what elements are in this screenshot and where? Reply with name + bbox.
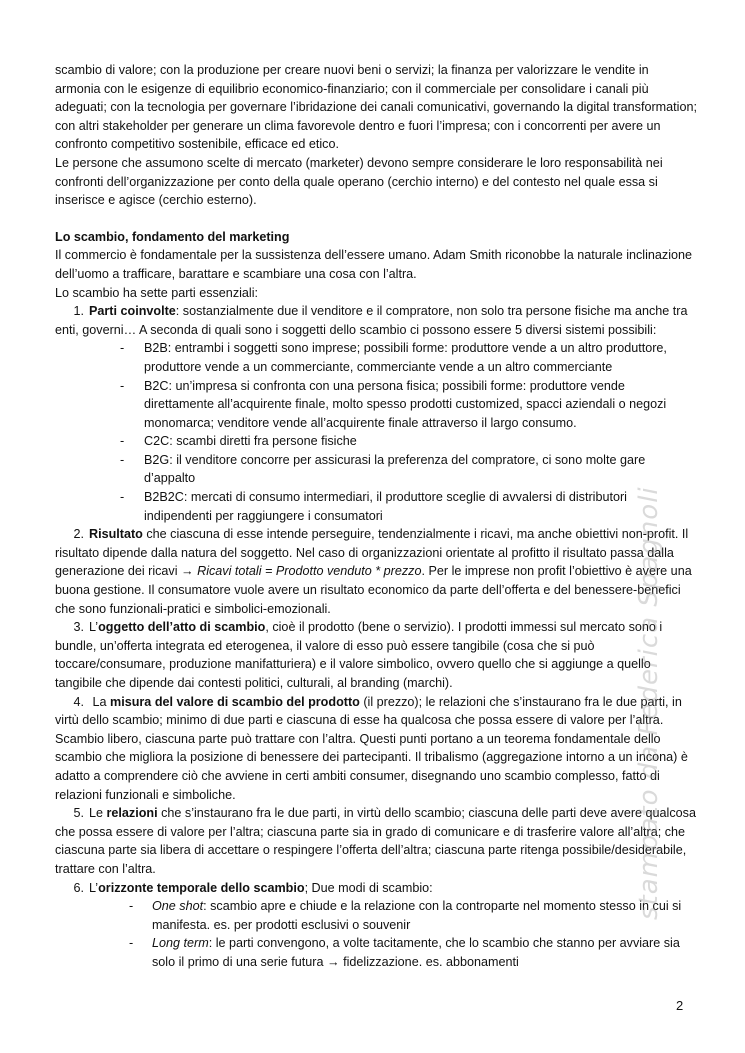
sub-item-text: B2G: il venditore concorre per assicurasi la preferenza del compratore, ci sono molte gare d’appalto xyxy=(144,452,646,486)
sub-item-text: B2C: un’impresa si confronta con una persona fisica; possibili forme: produttore vende direttamente all’acquirente finale, molto spesso prodotti customized, spacci aziendali o negozi monomarca; venditore vende all’acquirente finale attraverso il largo consumo. xyxy=(144,378,667,430)
item-prefix: L’ xyxy=(89,620,99,635)
list-item-5 xyxy=(55,804,697,878)
list-item-3 xyxy=(55,618,697,692)
sub-item-text: : scambio apre e chiude e la relazione con la controparte nel momento stesso in cui si manifesta. es. per prodotti esclusivi o souvenir xyxy=(152,899,682,932)
item-number: 3. xyxy=(73,620,84,635)
list-item xyxy=(55,934,697,971)
list-item-4 xyxy=(55,693,697,805)
section-heading: Lo scambio, fondamento del marketing xyxy=(55,229,290,244)
page-number: 2 xyxy=(676,998,684,1013)
item-text: che ciascuna di esse intende perseguire, tendenzialmente i ricavi, ma anche obiettivi non-profit. Il risultato dipende dalla natura del soggetto. Nel caso di organizzazioni orientate al profitto il risultato passa dalla generazione dei ricavi → xyxy=(55,527,689,579)
item-text-2: . Per le imprese non profit l’obiettivo è avere una buona gestione. Il consumatore vuole avere un risultato economico da parte dell’offerta e del benessere-benefici che sono funzionali-pratici e simbolici-emozionali. xyxy=(55,564,692,616)
spacer xyxy=(55,210,697,228)
item-text: (il prezzo); le relazioni che s’instaurano fra le due parti, in virtù dello scambio; minimo di due parti e ciascuna di esse ha qualcosa che possa essere di valore per l’altra. Scambio libero, ciascuna parte può trattare con l’altra. Questi punti portano a un teorema fondamentale dello scambio che migliora la posizione di benessere dei partecipanti. Il tribalismo (aggregazione intorno a un incona) è adatto a comprendere ciò che avviene in certi ambiti consumer, disegnando uno scambio complesso, fatto di relazioni funzionali e simboliche. xyxy=(55,694,688,802)
watermark: stampato da Federica Spagnoli xyxy=(634,486,664,920)
dash-bullet-icon: - xyxy=(120,378,125,393)
item-number: 2. xyxy=(73,527,84,542)
item-bold: orizzonte temporale dello scambio xyxy=(98,880,305,895)
item-prefix: L’ xyxy=(89,880,99,895)
section-paragraph-2: Lo scambio ha sette parti essenziali: xyxy=(55,285,259,300)
item-number: 4. xyxy=(73,694,84,709)
document-body xyxy=(55,61,697,972)
list-item-1 xyxy=(55,302,697,525)
item-number: 1. xyxy=(73,304,84,319)
item-bold: relazioni xyxy=(106,806,158,821)
item-bold: Risultato xyxy=(89,527,143,542)
sub-item-term: One shot xyxy=(152,899,204,914)
intro-paragraph-1: scambio di valore; con la produzione per creare nuovi beni o servizi; la finanza per valorizzare le vendite in armonia con le esigenze di equilibrio economico-finanziario; con il commerciale per consolidare i canali più adeguati; con la tecnologia per governare l’ibridazione dei canali comunicativi, governando la digital transformation; con altri stakeholder per generare un clima favorevole dentro e fuori l’impresa; con i concorrenti per avere un confronto competitivo sostenibile, efficace ed etico. xyxy=(55,63,697,152)
item-prefix: La xyxy=(89,694,111,709)
dash-bullet-icon: - xyxy=(120,434,125,449)
list-item xyxy=(55,377,697,433)
list-item xyxy=(55,451,697,488)
section-paragraph-1: Il commercio è fondamentale per la sussistenza dell’essere umano. Adam Smith riconobbe la naturale inclinazione dell’uomo a trafficare, barattare e scambiare una cosa con l’altra. xyxy=(55,248,693,281)
item-bold: misura del valore di scambio del prodotto xyxy=(110,694,360,709)
list-item-2 xyxy=(55,525,697,618)
item-text: ; Due modi di scambio: xyxy=(304,880,433,895)
item-formula: Ricavi totali = Prodotto venduto * prezzo xyxy=(197,564,422,579)
item-bold: Parti coinvolte xyxy=(89,304,176,319)
sub-item-text: C2C: scambi diretti fra persone fisiche xyxy=(144,434,357,449)
item-text: : sostanzialmente due il venditore e il compratore, non solo tra persone fisiche ma anche tra enti, governi… A seconda di quali sono i soggetti dello scambio ci possono essere 5 diversi sistemi possibili: xyxy=(55,304,688,337)
item-number: 5. xyxy=(73,806,84,821)
sublist-systems xyxy=(55,339,697,525)
sub-item-text: B2B2C: mercati di consumo intermediari, il produttore sceglie di avvalersi di distributori indipendenti per raggiungere i consumatori xyxy=(144,490,627,523)
dash-bullet-icon: - xyxy=(120,490,125,505)
list-item xyxy=(55,432,697,451)
sublist-time-horizon xyxy=(55,897,697,971)
intro-paragraph-2: Le persone che assumono scelte di mercato (marketer) devono sempre considerare le loro responsabilità nei confronti dell’organizzazione per conto della quale operano (cerchio interno) e del contesto nel quale essa si inserisce e agisce (cerchio esterno). xyxy=(55,155,663,208)
list-item xyxy=(55,897,697,934)
sub-item-text: B2B: entrambi i soggetti sono imprese; possibili forme: produttore vende a un altro produttore, produttore vende a un commerciante, commerciante vende a un altro commerciante xyxy=(144,341,667,374)
dash-bullet-icon: - xyxy=(129,899,134,914)
dash-bullet-icon: - xyxy=(129,936,134,951)
sub-item-text: : le parti convengono, a volte tacitamente, che lo scambio che stanno per avviare sia solo il primo di una serie futura → fidelizzazione. es. abbonamenti xyxy=(152,936,680,969)
sub-item-term: Long term xyxy=(152,936,209,951)
item-prefix: Le xyxy=(89,806,107,821)
dash-bullet-icon: - xyxy=(120,452,125,467)
item-text: che s’instaurano fra le due parti, in virtù dello scambio; ciascuna delle parti deve avere qualcosa che possa essere di valore per l’altra; ciascuna parte sia in grado di comunicare e di trasferire valore all’altra; che ciascuna parte sia libera di accettare o respingere l’offerta dell’altra; ciascuna parte ritenga possibile/desiderabile, trattare con l’altra. xyxy=(55,806,696,876)
dash-bullet-icon: - xyxy=(120,341,125,356)
list-item xyxy=(55,339,697,376)
item-number: 6. xyxy=(73,880,84,895)
list-item xyxy=(55,488,697,525)
item-text: , cioè il prodotto (bene o servizio). I prodotti immessi sul mercato sono i bundle, un’offerta integrata ed eterogenea, il valore di esso può essere tangibile (cosa che si può toccare/consumare, produzione manifatturiera) e il valore simbolico, ovvero quello che si aggiunge a quello tangibile che dipende dai contesti politici, culturali, al branding (marchi). xyxy=(55,620,663,690)
list-item-6 xyxy=(55,879,697,972)
item-bold: oggetto dell’atto di scambio xyxy=(98,620,266,635)
